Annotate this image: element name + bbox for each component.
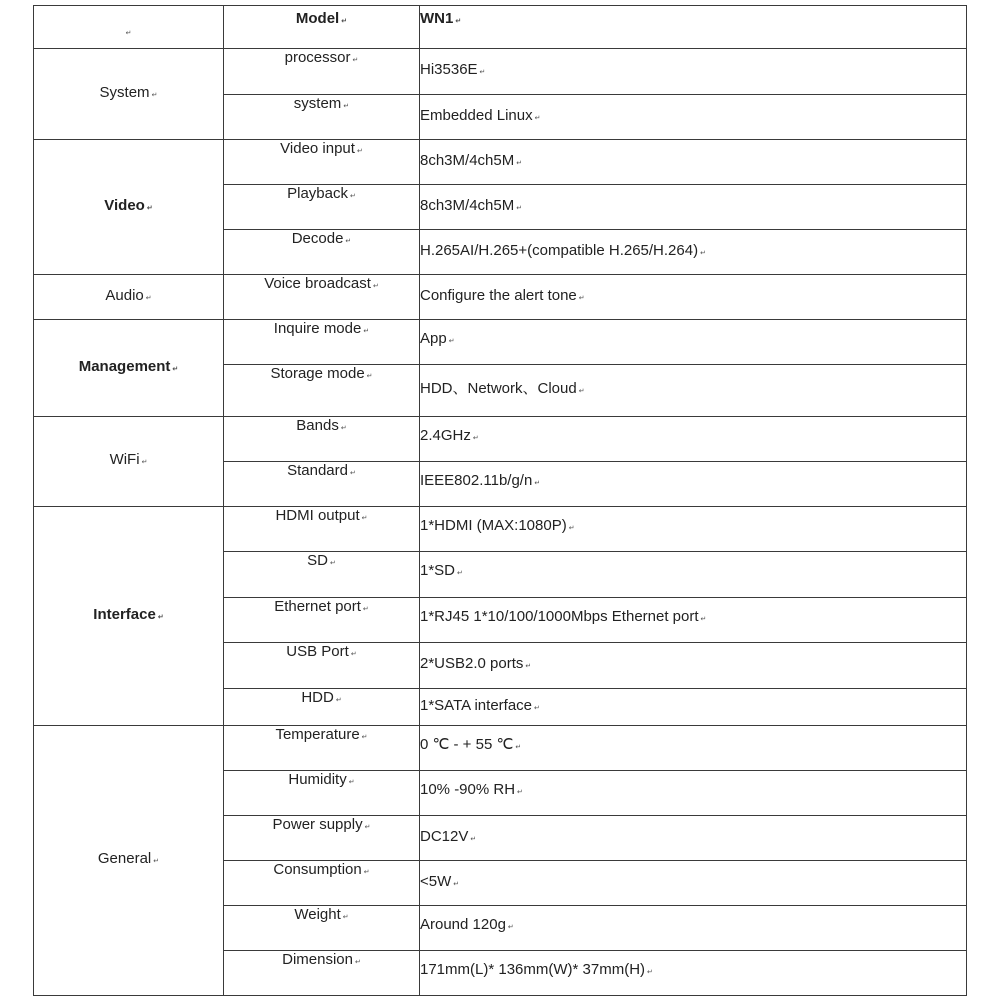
paragraph-mark: ↵ — [356, 148, 363, 155]
category-cell-interface — [34, 507, 224, 726]
param-value: 0 ℃ - + 55 ℃ — [420, 736, 514, 753]
param-label: processor — [284, 49, 351, 66]
value-cell-voice-broadcast — [420, 275, 967, 320]
paragraph-mark: ↵ — [341, 18, 348, 25]
param-label: Decode — [291, 230, 344, 247]
paragraph-mark: ↵ — [355, 959, 361, 966]
param-value: 8ch3M/4ch5M — [420, 196, 515, 214]
value-cell-playback — [420, 185, 967, 230]
param-cell-inquire-mode — [224, 320, 420, 365]
paragraph-mark: ↵ — [362, 606, 369, 613]
param-value: 2.4GHz — [420, 427, 471, 444]
paragraph-mark: ↵ — [568, 525, 575, 532]
table-row — [34, 275, 967, 320]
category-cell-management — [34, 320, 224, 417]
param-label: Storage mode — [270, 365, 365, 382]
paragraph-mark: ↵ — [345, 238, 352, 245]
model-value: WN1 — [420, 10, 454, 27]
paragraph-mark: ↵ — [448, 338, 455, 345]
param-cell-humidity — [224, 771, 420, 816]
value-cell-temperature — [420, 726, 967, 771]
table-row — [34, 320, 967, 365]
value-cell-processor — [420, 49, 967, 95]
paragraph-mark: ↵ — [172, 365, 179, 373]
spec-sheet — [33, 5, 966, 996]
param-value: IEEE802.11b/g/n — [420, 472, 533, 489]
param-cell-decode — [224, 230, 420, 275]
param-label: Weight — [294, 906, 341, 923]
param-label: system — [293, 95, 342, 112]
paragraph-mark: ↵ — [350, 193, 356, 200]
model-label-cell — [224, 6, 420, 49]
paragraph-mark: ↵ — [479, 69, 486, 76]
param-value: 10% -90% RH — [420, 781, 516, 798]
param-label: Dimension — [282, 951, 353, 968]
param-label: HDMI output — [275, 507, 360, 524]
paragraph-mark: ↵ — [348, 779, 355, 786]
paragraph-mark: ↵ — [153, 858, 160, 865]
category-label: Video — [104, 196, 145, 214]
paragraph-mark: ↵ — [151, 91, 158, 99]
paragraph-mark: ↵ — [470, 835, 477, 843]
param-value: Configure the alert tone — [420, 286, 577, 304]
paragraph-mark: ↵ — [472, 435, 479, 442]
spec-table — [33, 5, 967, 996]
param-cell-video-input — [224, 140, 420, 185]
param-value: App — [420, 330, 447, 347]
param-value: 8ch3M/4ch5M — [420, 151, 515, 169]
paragraph-mark: ↵ — [700, 616, 707, 623]
value-cell-weight — [420, 906, 967, 951]
paragraph-mark: ↵ — [700, 249, 706, 257]
value-cell-ethernet-port — [420, 598, 967, 643]
category-cell-wifi — [34, 417, 224, 507]
paragraph-mark: ↵ — [372, 283, 379, 290]
param-cell-temperature — [224, 726, 420, 771]
table-row — [34, 140, 967, 185]
param-label: Playback — [287, 185, 348, 202]
paragraph-mark: ↵ — [578, 294, 585, 302]
paragraph-mark: ↵ — [335, 697, 342, 704]
category-label: Interface — [93, 605, 156, 623]
value-cell-decode — [420, 230, 967, 275]
param-value: <5W — [420, 872, 452, 890]
param-label: Temperature — [275, 726, 360, 743]
paragraph-mark: ↵ — [329, 560, 336, 567]
paragraph-mark: ↵ — [507, 924, 514, 931]
value-cell-humidity — [420, 771, 967, 816]
paragraph-mark: ↵ — [534, 114, 541, 122]
value-cell-system — [420, 95, 967, 140]
param-label: Power supply — [272, 816, 363, 833]
param-cell-bands — [224, 417, 420, 462]
param-cell-sd — [224, 552, 420, 598]
param-value: 1*HDMI (MAX:1080P) — [420, 517, 567, 534]
paragraph-mark: ↵ — [145, 294, 152, 302]
param-value: 1*RJ45 1*10/100/1000Mbps Ethernet port — [420, 608, 699, 625]
paragraph-mark: ↵ — [363, 328, 370, 335]
param-cell-consumption — [224, 861, 420, 906]
paragraph-mark: ↵ — [350, 651, 357, 658]
param-label: Video input — [280, 140, 355, 157]
paragraph-mark: ↵ — [361, 734, 368, 741]
value-cell-inquire-mode — [420, 320, 967, 365]
param-value: H.265AI/H.265+(compatible H.265/H.264) — [420, 241, 699, 259]
model-value-cell — [420, 6, 967, 49]
category-label: WiFi — [109, 451, 140, 468]
value-cell-hdd — [420, 689, 967, 726]
header-corner-cell — [34, 6, 224, 49]
value-cell-power-supply — [420, 816, 967, 861]
paragraph-mark: ↵ — [366, 373, 373, 380]
category-label: System — [99, 83, 150, 101]
param-cell-power-supply — [224, 816, 420, 861]
value-cell-consumption — [420, 861, 967, 906]
paragraph-mark: ↵ — [350, 470, 356, 477]
paragraph-mark: ↵ — [457, 570, 463, 577]
value-cell-video-input — [420, 140, 967, 185]
param-cell-usb-port — [224, 643, 420, 689]
param-label: Bands — [296, 417, 339, 434]
param-value: DC12V — [420, 827, 469, 845]
category-cell-system — [34, 49, 224, 140]
category-cell-audio — [34, 275, 224, 320]
param-label: Ethernet port — [274, 598, 361, 615]
param-cell-processor — [224, 49, 420, 95]
param-value: 1*SD — [420, 562, 456, 579]
value-cell-usb-port — [420, 643, 967, 689]
param-label: Consumption — [273, 861, 362, 878]
param-cell-hdmi-output — [224, 507, 420, 552]
table-row — [34, 417, 967, 462]
paragraph-mark: ↵ — [516, 159, 523, 167]
param-value: Around 120g — [420, 916, 506, 933]
paragraph-mark: ↵ — [352, 57, 359, 64]
paragraph-mark: ↵ — [146, 204, 153, 212]
paragraph-mark: ↵ — [517, 789, 523, 796]
paragraph-mark: ↵ — [363, 869, 370, 876]
table-row — [34, 726, 967, 771]
paragraph-mark: ↵ — [455, 18, 462, 25]
param-label: USB Port — [286, 643, 349, 660]
table-row — [34, 507, 967, 552]
param-value: Embedded Linux — [420, 106, 533, 124]
category-cell-video — [34, 140, 224, 275]
paragraph-mark: ↵ — [141, 459, 148, 466]
value-cell-sd — [420, 552, 967, 598]
value-cell-standard — [420, 462, 967, 507]
category-label: General — [97, 850, 152, 867]
paragraph-mark: ↵ — [340, 425, 347, 432]
param-cell-weight — [224, 906, 420, 951]
paragraph-mark: ↵ — [157, 613, 164, 621]
param-value: 1*SATA interface — [420, 696, 533, 714]
paragraph-mark: ↵ — [534, 480, 541, 487]
value-cell-bands — [420, 417, 967, 462]
value-cell-storage-mode — [420, 365, 967, 417]
paragraph-mark: ↵ — [525, 663, 532, 670]
param-label: Standard — [287, 462, 348, 479]
param-cell-system — [224, 95, 420, 140]
paragraph-mark: ↵ — [361, 515, 368, 522]
category-cell-general — [34, 726, 224, 996]
paragraph-mark: ↵ — [343, 103, 350, 110]
param-cell-hdd — [224, 689, 420, 726]
paragraph-mark: ↵ — [515, 744, 522, 751]
param-cell-standard — [224, 462, 420, 507]
param-label: Voice broadcast — [264, 275, 371, 292]
param-label: SD — [307, 552, 328, 569]
paragraph-mark: ↵ — [516, 204, 523, 212]
paragraph-mark: ↵ — [342, 914, 349, 921]
paragraph-mark: ↵ — [125, 30, 132, 37]
table-row — [34, 49, 967, 95]
param-cell-storage-mode — [224, 365, 420, 417]
paragraph-mark: ↵ — [364, 824, 371, 831]
category-label: Management — [78, 357, 171, 375]
value-cell-dimension — [420, 951, 967, 996]
value-cell-hdmi-output — [420, 507, 967, 552]
header-row — [34, 6, 967, 49]
paragraph-mark: ↵ — [453, 880, 460, 888]
param-label: Humidity — [288, 771, 347, 788]
paragraph-mark: ↵ — [534, 704, 540, 712]
param-label: Inquire mode — [273, 320, 362, 337]
param-value: 2*USB2.0 ports — [420, 655, 524, 672]
model-label: Model — [295, 10, 340, 27]
param-cell-playback — [224, 185, 420, 230]
param-value: 171mm(L)* 136mm(W)* 37mm(H) — [420, 961, 646, 978]
param-label: HDD — [301, 689, 334, 706]
paragraph-mark: ↵ — [647, 969, 653, 976]
paragraph-mark: ↵ — [578, 388, 585, 395]
param-value: Hi3536E — [420, 61, 478, 78]
param-value: HDD、Network、Cloud — [420, 380, 577, 397]
param-cell-voice-broadcast — [224, 275, 420, 320]
param-cell-ethernet-port — [224, 598, 420, 643]
category-label: Audio — [105, 286, 144, 304]
param-cell-dimension — [224, 951, 420, 996]
